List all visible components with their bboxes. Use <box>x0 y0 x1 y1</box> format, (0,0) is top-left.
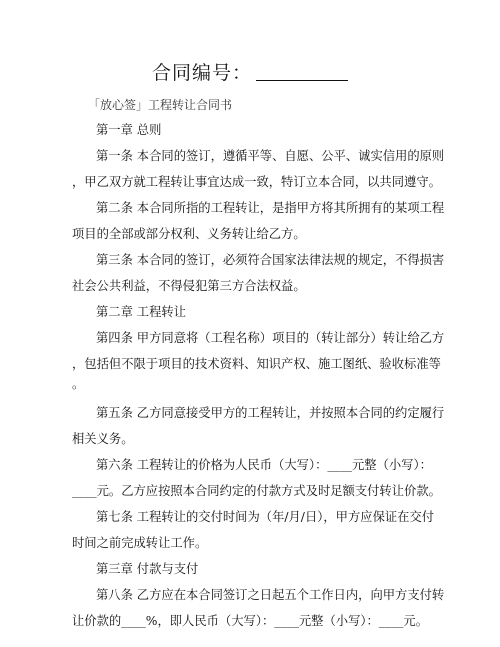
article-6-line-2: ____元。乙方应按照本合同约定的付款方式及时足额支付转让价款。 <box>72 484 441 498</box>
article-6-line-1: 第六条 工程转让的价格为人民币（大写）：____元整（小写）： <box>96 458 432 472</box>
article-8-line-1: 第八条 乙方应在本合同签订之日起五个工作日内，向甲方支付转 <box>96 588 445 602</box>
article-4-line-1: 第四条 甲方同意将（工程名称）项目的（转让部分）转让给乙方 <box>96 331 445 345</box>
article-7-line-1: 第七条 工程转让的交付时间为（年/月/日），甲方应保证在交付 <box>96 510 435 524</box>
contract-body <box>72 117 445 634</box>
chapter-2-heading: 第二章 工程转让 <box>96 305 186 319</box>
article-5-line-2: 相关义务。 <box>72 432 134 446</box>
article-1-line-1: 第一条 本合同的签订，遵循平等、自愿、公平、诚实信用的原则 <box>96 149 445 163</box>
contract-number-blank <box>256 64 348 81</box>
article-7-line-2: 时间之前完成转让工作。 <box>72 536 208 550</box>
paragraph-gap <box>72 392 432 400</box>
article-5-line-1: 第五条 乙方同意接受甲方的工程转让，并按照本合同的约定履行 <box>96 406 445 420</box>
document-subtitle: 「放心签」工程转让合同书 <box>88 98 233 112</box>
article-4-line-2: ，包括但不限于项目的技术资料、知识产权、施工图纸、验收标准等 <box>72 357 441 371</box>
article-3-line-2: 社会公共利益，不得侵犯第三方合法权益。 <box>72 279 306 293</box>
article-8-line-2: 让价款的____%，即人民币（大写）：____元整（小写）：____元。 <box>72 614 428 628</box>
contract-number-row <box>0 58 500 85</box>
article-2-line-2: 项目的全部或部分权利、义务转让给乙方。 <box>72 227 306 241</box>
chapter-3-heading: 第三章 付款与支付 <box>96 562 199 576</box>
chapter-1-heading: 第一章 总则 <box>96 123 162 137</box>
article-1-line-2: ，甲乙双方就工程转让事宜达成一致，特订立本合同，以共同遵守。 <box>72 175 441 189</box>
article-4-line-3: 。 <box>72 377 85 391</box>
article-3-line-1: 第三条 本合同的签订，必须符合国家法律法规的规定，不得损害 <box>96 253 445 267</box>
contract-number-label: 合同编号： <box>151 62 252 84</box>
article-2-line-1: 第二条 本合同所指的工程转让，是指甲方将其所拥有的某项工程 <box>96 201 445 215</box>
